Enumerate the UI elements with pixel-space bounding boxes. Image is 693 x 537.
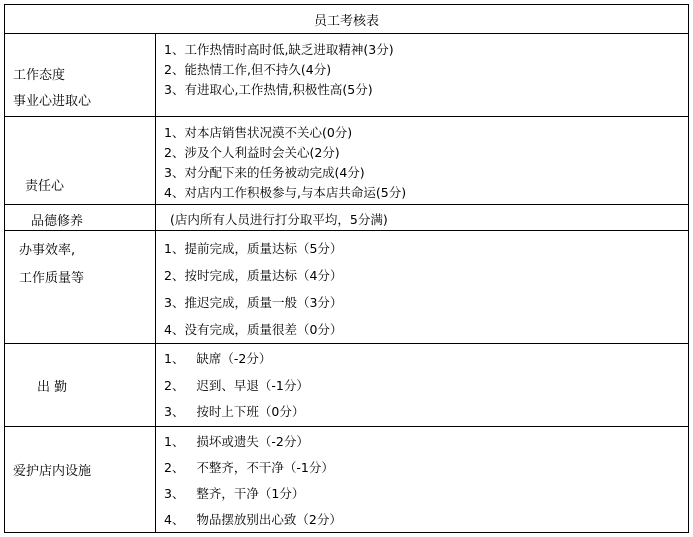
table-title: 员工考核表 bbox=[313, 13, 379, 29]
section-label: 工作态度 bbox=[13, 68, 66, 83]
title-row bbox=[5, 5, 688, 33]
section-row-responsibility bbox=[5, 116, 688, 205]
criteria-item: 4、没有完成，质量很差（0分） bbox=[164, 322, 343, 337]
criteria-item: 1、对本店销售状况漠不关心(0分) bbox=[164, 125, 353, 140]
section-content-cell bbox=[156, 205, 688, 231]
section-label: 品德修养 bbox=[31, 214, 84, 229]
criteria-item: 3、 整齐，干净（1分） bbox=[164, 486, 305, 501]
section-label-cell bbox=[5, 117, 156, 205]
section-label-cell bbox=[5, 205, 156, 231]
section-row-attendance bbox=[5, 343, 688, 427]
criteria-item: 2、 不整齐，不干净（-1分） bbox=[164, 460, 334, 475]
section-content-cell bbox=[156, 117, 688, 205]
section-row-efficiency bbox=[5, 230, 688, 344]
criteria-item: 3、推迟完成，质量一般（3分） bbox=[164, 295, 343, 310]
section-row-attitude bbox=[5, 33, 688, 117]
criteria-item: 2、按时完成，质量达标（4分） bbox=[164, 268, 343, 283]
section-label-cell bbox=[5, 344, 156, 427]
section-label-cell bbox=[5, 231, 156, 344]
section-label: 办事效率, bbox=[19, 243, 76, 258]
criteria-item: 1、 损坏或遗失（-2分） bbox=[164, 434, 309, 449]
criteria-item: (店内所有人员进行打分取平均，5分满) bbox=[170, 212, 388, 227]
section-content-cell bbox=[156, 344, 688, 427]
criteria-item: 4、对店内工作积极参与,与本店共命运(5分) bbox=[164, 185, 407, 200]
criteria-item: 1、 缺席（-2分） bbox=[164, 351, 272, 366]
section-label: 责任心 bbox=[25, 179, 65, 194]
section-row-morality bbox=[5, 204, 688, 231]
criteria-item: 2、涉及个人利益时会关心(2分) bbox=[164, 145, 340, 160]
criteria-item: 3、 按时上下班（0分） bbox=[164, 404, 305, 419]
section-label-cell bbox=[5, 427, 156, 533]
criteria-item: 4、 物品摆放别出心致（2分） bbox=[164, 512, 342, 527]
criteria-item: 3、对分配下来的任务被动完成(4分) bbox=[164, 165, 365, 180]
assessment-table bbox=[4, 4, 689, 533]
section-content-cell bbox=[156, 427, 688, 533]
section-label-cell bbox=[5, 34, 156, 117]
section-label: 出 勤 bbox=[37, 380, 68, 395]
criteria-item: 1、提前完成，质量达标（5分） bbox=[164, 241, 343, 256]
criteria-item: 2、能热情工作,但不持久(4分) bbox=[164, 62, 332, 77]
section-label: 工作质量等 bbox=[19, 271, 85, 286]
section-content-cell bbox=[156, 34, 688, 117]
criteria-item: 2、 迟到、早退（-1分） bbox=[164, 378, 309, 393]
section-label: 事业心进取心 bbox=[13, 94, 92, 109]
section-content-cell bbox=[156, 231, 688, 344]
criteria-item: 3、有进取心,工作热情,积极性高(5分) bbox=[164, 82, 373, 97]
section-row-facilities bbox=[5, 426, 688, 533]
section-label: 爱护店内设施 bbox=[13, 464, 92, 479]
criteria-item: 1、工作热情时高时低,缺乏进取精神(3分) bbox=[164, 42, 394, 57]
